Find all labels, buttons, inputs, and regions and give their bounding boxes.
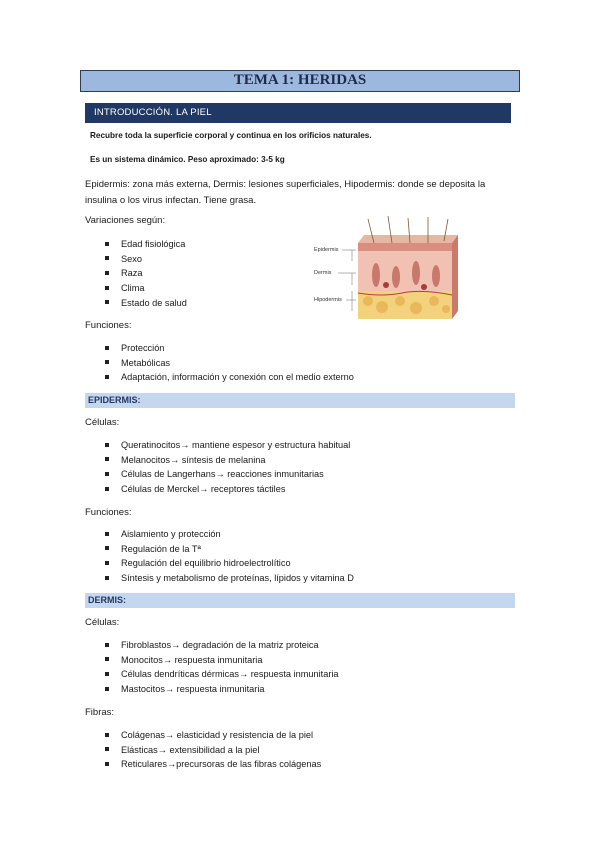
list-item: Colágenas→ elasticidad y resistencia de la piel <box>105 728 321 743</box>
dermis-fibers-list <box>105 728 321 772</box>
list-item: Fibroblastos→ degradación de la matriz proteica <box>105 638 339 653</box>
list-item: Células de Merckel→ receptores táctiles <box>105 482 350 497</box>
list-item: Mastocitos→ respuesta inmunitaria <box>105 682 339 697</box>
variations-label: Variaciones según: <box>85 215 166 226</box>
list-item: Clima <box>105 281 187 296</box>
list-item: Estado de salud <box>105 296 187 311</box>
label-epidermis: Epidermis <box>314 247 339 253</box>
dermis-cells-list <box>105 638 339 697</box>
functions-list <box>105 341 354 385</box>
epidermis-functions-label: Funciones: <box>85 507 132 518</box>
list-item: Elásticas→ extensibilidad a la piel <box>105 743 321 758</box>
functions-label: Funciones: <box>85 320 132 331</box>
list-item: Protección <box>105 341 354 356</box>
intro-line-2: Es un sistema dinámico. Peso aproximado: 3-5 kg <box>90 155 285 164</box>
list-item: Adaptación, información y conexión con el medio externo <box>105 370 354 385</box>
epidermis-cells-list <box>105 438 350 497</box>
list-item: Regulación de la Tª <box>105 542 354 557</box>
list-item: Sexo <box>105 252 187 267</box>
layers-text-1: Epidermis: zona más externa, Dermis: lesiones superficiales, Hipodermis: donde se deposita la <box>85 179 486 190</box>
dermis-cells-label: Células: <box>85 617 120 628</box>
list-item: Edad fisiológica <box>105 237 187 252</box>
page-title: TEMA 1: HERIDAS <box>80 70 520 92</box>
layers-text-2: insulina o los virus infectan. Tiene grasa. <box>85 195 257 206</box>
list-item: Metabólicas <box>105 356 354 371</box>
list-item: Reticulares→precursoras de las fibras colágenas <box>105 757 321 772</box>
dermis-fibers-label: Fibras: <box>85 707 115 718</box>
list-item: Células dendríticas dérmicas→ respuesta inmunitaria <box>105 667 339 682</box>
section-header-epidermis: EPIDERMIS: <box>85 393 515 408</box>
list-item: Síntesis y metabolismo de proteínas, lípidos y vitamina D <box>105 571 354 586</box>
list-item: Aislamiento y protección <box>105 527 354 542</box>
list-item: Raza <box>105 266 187 281</box>
label-hipodermis: Hipodermis <box>314 297 342 303</box>
epidermis-functions-list <box>105 527 354 586</box>
list-item: Monocitos→ respuesta inmunitaria <box>105 653 339 668</box>
list-item: Queratinocitos→ mantiene espesor y estructura habitual <box>105 438 350 453</box>
list-item: Células de Langerhans→ reacciones inmunitarias <box>105 467 350 482</box>
list-item: Melanocitos→ síntesis de melanina <box>105 453 350 468</box>
skin-diagram <box>312 213 460 323</box>
skin-block <box>358 216 458 319</box>
label-dermis: Dermis <box>314 270 332 276</box>
section-header-introduccion: INTRODUCCIÓN. LA PIEL <box>85 103 511 123</box>
variations-list <box>105 237 187 310</box>
epidermis-cells-label: Células: <box>85 417 120 428</box>
section-header-dermis: DERMIS: <box>85 593 515 608</box>
intro-line-1: Recubre toda la superficie corporal y continua en los orificios naturales. <box>90 131 372 140</box>
list-item: Regulación del equilibrio hidroelectrolítico <box>105 556 354 571</box>
